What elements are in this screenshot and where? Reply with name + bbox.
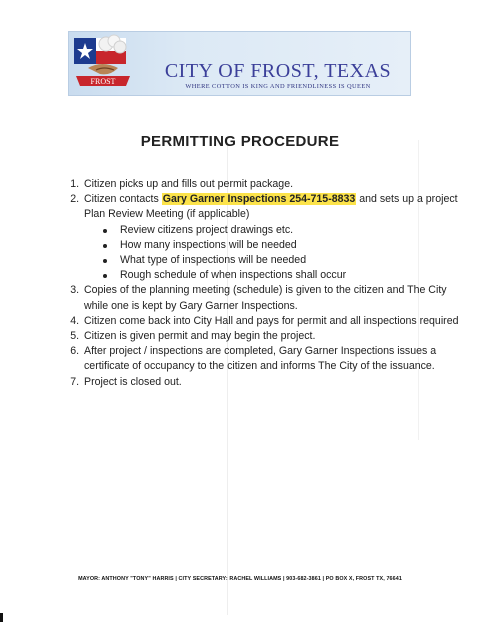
procedure-step-2: 2. Citizen contacts Gary Garner Inspections 254-715-8833 and sets up a project Plan Review Meeting (if applicable) Review citizens project drawings etc. How many inspections will be needed What type of inspections will be needed Rough schedule of when inspections shall occur (82, 192, 462, 283)
list-item: Review citizens project drawings etc. (120, 223, 462, 238)
meeting-topics-list (84, 223, 462, 284)
list-item: Rough schedule of when inspections shall occur (120, 268, 462, 283)
procedure-step-6: 6. After project / inspections are completed, Gary Garner Inspections issues a certificate of occupancy to the citizen and informs The City of the issuance. (82, 344, 462, 374)
page-title: PERMITTING PROCEDURE (140, 133, 340, 150)
procedure-step-1: 1. Citizen picks up and fills out permit package. (82, 177, 462, 192)
contact-footer: MAYOR: ANTHONY "TONY" HARRIS | CITY SECRETARY: RACHEL WILLIAMS | 903-682-3861 | PO BOX X, FROST TX, 76641 (78, 576, 402, 582)
city-name: CITY OF FROST, TEXAS (164, 60, 392, 82)
inspector-contact-highlight: Gary Garner Inspections 254-715-8833 (162, 193, 356, 206)
list-item: What type of inspections will be needed (120, 253, 462, 268)
logo-banner-text: FROST (90, 77, 116, 86)
procedure-step-3: 3. Copies of the planning meeting (schedule) is given to the citizen and The City while one is kept by Gary Garner Inspections. (82, 283, 462, 313)
city-seal-logo (70, 32, 136, 92)
list-item: How many inspections will be needed (120, 238, 462, 253)
scan-mark (0, 613, 3, 622)
procedure-step-7: 7. Project is closed out. (82, 375, 462, 390)
procedure-step-5: 5. Citizen is given permit and may begin the project. (82, 329, 462, 344)
procedure-list (52, 177, 462, 390)
city-motto: WHERE COTTON IS KING AND FRIENDLINESS IS QUEEN (185, 83, 371, 90)
procedure-step-4: 4. Citizen come back into City Hall and pays for permit and all inspections required (82, 314, 462, 329)
